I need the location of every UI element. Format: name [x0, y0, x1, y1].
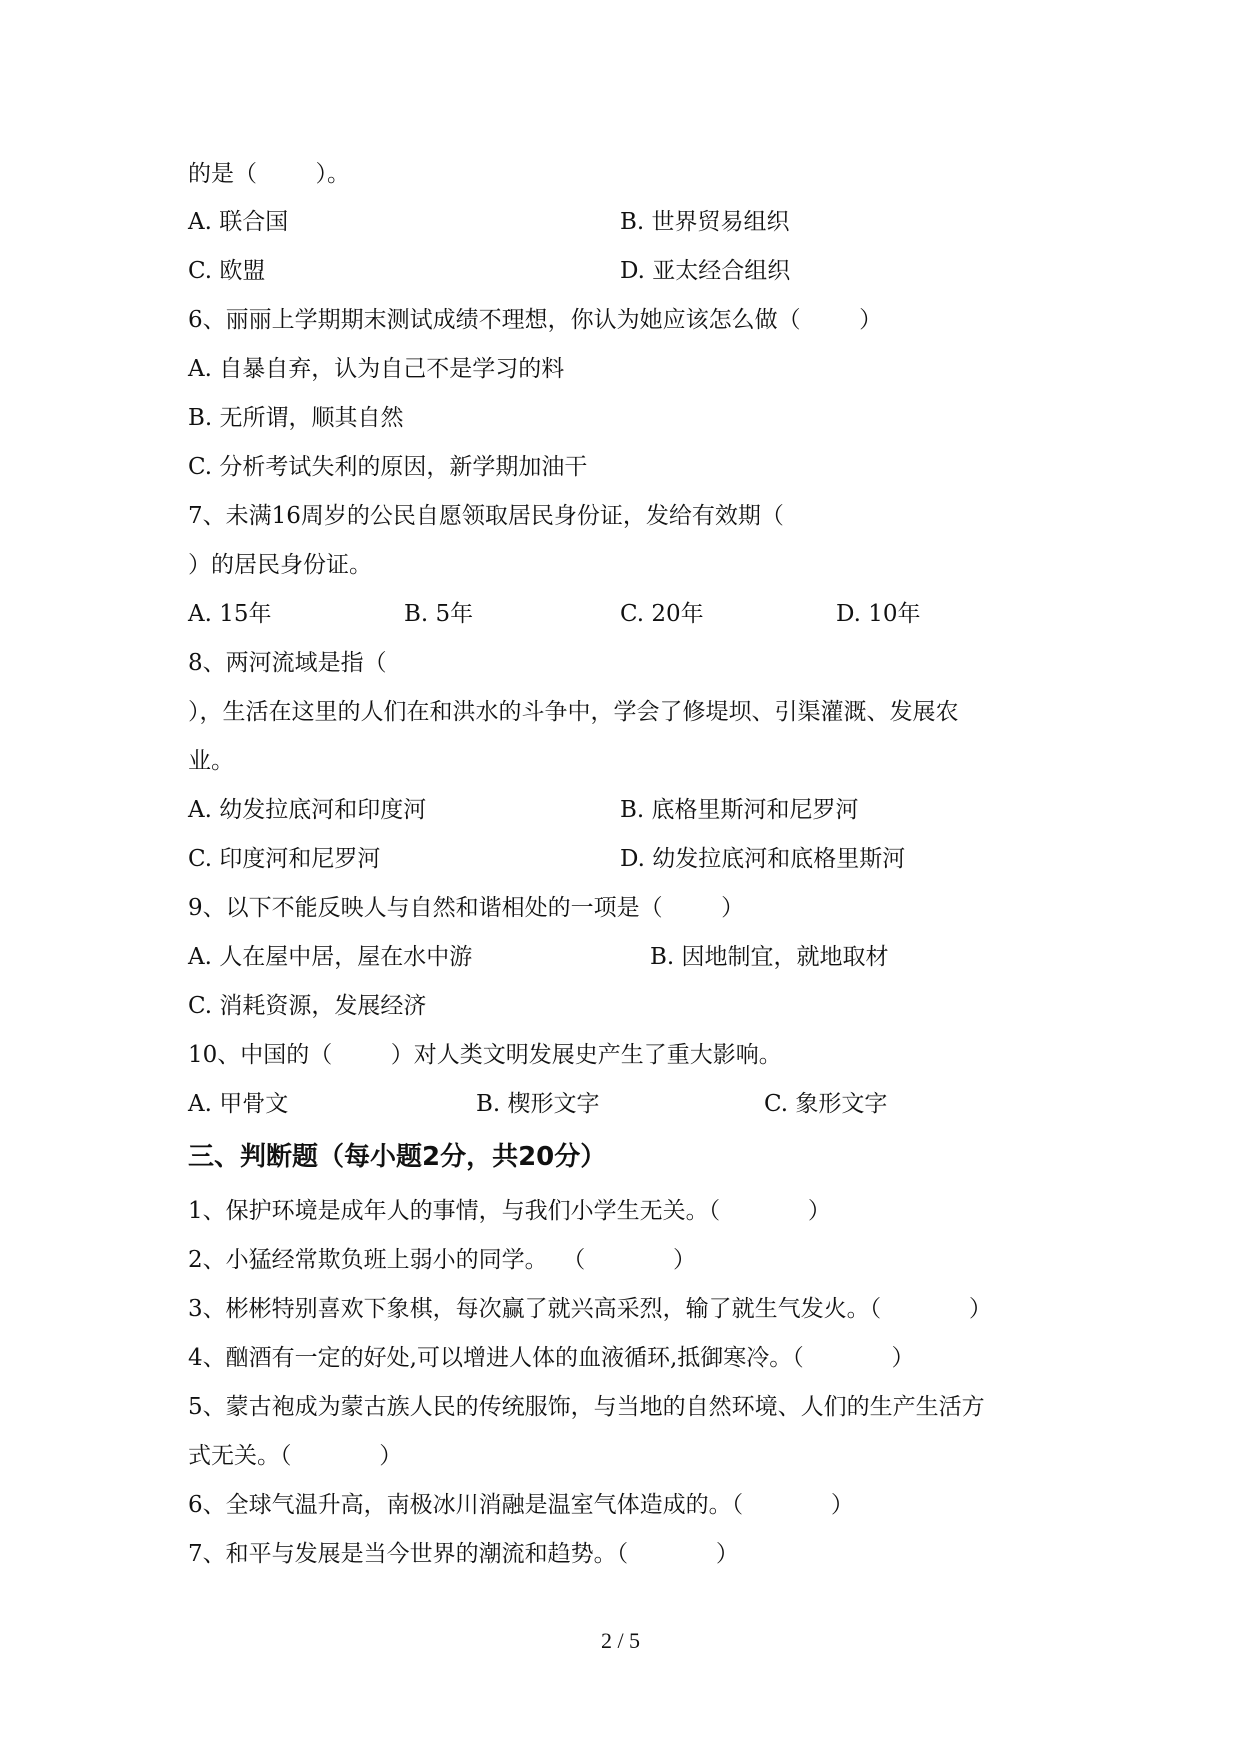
q8-option-d: D. 幼发拉底河和底格里斯河 — [620, 846, 906, 872]
page-number: 2 / 5 — [600, 1628, 641, 1653]
q8-option-a: A. 幼发拉底河和印度河 — [188, 797, 427, 823]
judge-item: 6、全球气温升高，南极冰川消融是温室气体造成的。（ ） — [188, 1492, 854, 1518]
q7-option-b: B. 5年 — [404, 601, 474, 627]
judge-item: 1、保护环境是成年人的事情，与我们小学生无关。（ ） — [188, 1198, 831, 1224]
q9-option-a: A. 人在屋中居，屋在水中游 — [188, 944, 473, 970]
q5-option-b: B. 世界贸易组织 — [620, 209, 790, 235]
q10-option-a: A. 甲骨文 — [188, 1091, 289, 1117]
q7-option-d: D. 10年 — [836, 601, 921, 627]
q8-stem-line3: 业。 — [188, 748, 234, 774]
q5-stem-tail: 的是（ ）。 — [188, 161, 350, 187]
q9-option-b: B. 因地制宜，就地取材 — [650, 944, 889, 970]
q6-option-b: B. 无所谓，顺其自然 — [188, 405, 404, 431]
q8-stem-line2: ），生活在这里的人们在和洪水的斗争中，学会了修堤坝、引渠灌溉、发展农 — [188, 699, 959, 725]
q9-option-c: C. 消耗资源，发展经济 — [188, 993, 427, 1019]
q6-stem: 6、丽丽上学期期末测试成绩不理想，你认为她应该怎么做（ ） — [188, 307, 883, 333]
q5-option-a: A. 联合国 — [188, 209, 289, 235]
judge-item: 2、小猛经常欺负班上弱小的同学。 （ ） — [188, 1247, 696, 1273]
q9-stem: 9、以下不能反映人与自然和谐相处的一项是（ ） — [188, 895, 745, 921]
q7-option-a: A. 15年 — [188, 601, 272, 627]
judge-item: 5、蒙古袍成为蒙古族人民的传统服饰，与当地的自然环境、人们的生产生活方 — [188, 1394, 985, 1420]
q7-stem-line2: ）的居民身份证。 — [188, 552, 372, 578]
q10-option-b: B. 楔形文字 — [476, 1091, 600, 1117]
q10-stem: 10、中国的（ ）对人类文明发展史产生了重大影响。 — [188, 1042, 782, 1068]
q5-option-d: D. 亚太经合组织 — [620, 258, 791, 284]
q5-option-c: C. 欧盟 — [188, 258, 266, 284]
judge-item: 7、和平与发展是当今世界的潮流和趋势。（ ） — [188, 1541, 739, 1567]
q8-option-c: C. 印度河和尼罗河 — [188, 846, 381, 872]
q7-option-c: C. 20年 — [620, 601, 704, 627]
judge-item: 3、彬彬特别喜欢下象棋，每次赢了就兴高采烈，输了就生气发火。（ ） — [188, 1296, 992, 1322]
section-heading: 三、判断题（每小题2分，共20分） — [188, 1142, 607, 1172]
q7-stem-line1: 7、未满16周岁的公民自愿领取居民身份证，发给有效期（ — [188, 503, 784, 529]
q8-option-b: B. 底格里斯河和尼罗河 — [620, 797, 859, 823]
q10-option-c: C. 象形文字 — [764, 1091, 888, 1117]
q8-stem-line1: 8、两河流域是指（ — [188, 650, 387, 676]
judge-item-continued: 式无关。（ ） — [188, 1443, 403, 1469]
q6-option-c: C. 分析考试失利的原因，新学期加油干 — [188, 454, 588, 480]
q6-option-a: A. 自暴自弃，认为自己不是学习的料 — [188, 356, 565, 382]
judge-item: 4、酗酒有一定的好处,可以增进人体的血液循环,抵御寒冷。（ ） — [188, 1345, 915, 1371]
